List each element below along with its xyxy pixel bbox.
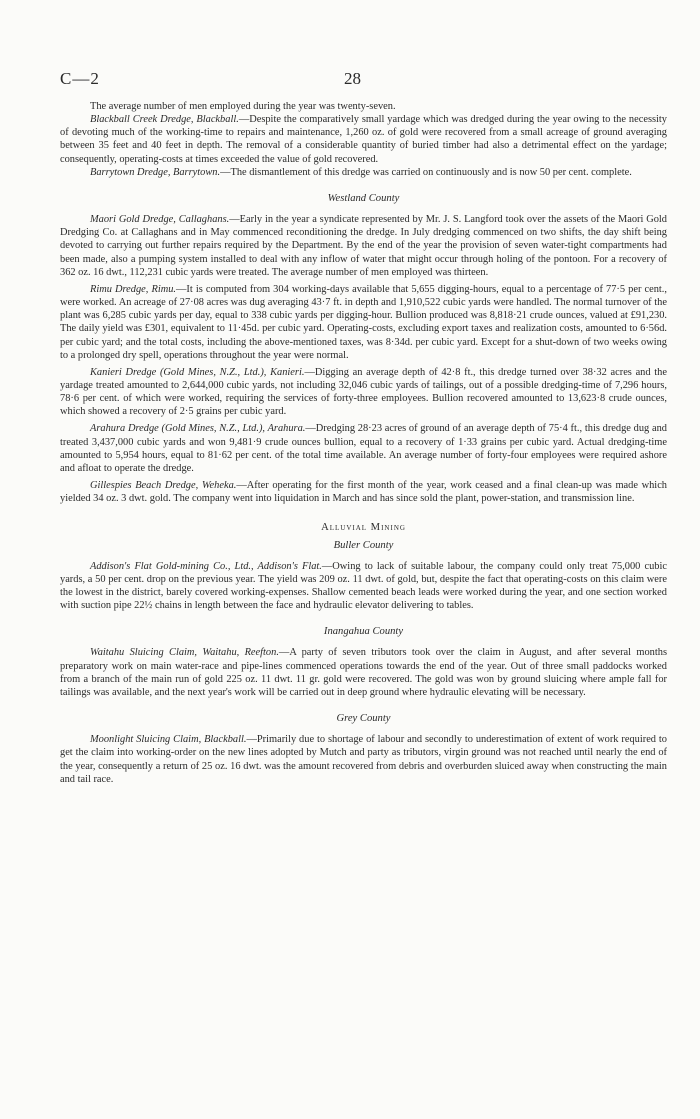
paragraph-text: —A party of seven tributors took over the claim in August, and after several months preparatory work on main water-race and pipe-lines commenced operations towards the end of the year. Out of three small paddocks worked from a branch of the main run of gold 225 oz. 11 dwt. 11 gr. gold were recovered. The gold was won by ground sluicing where ample fall for tailings was available, and the next year's work will be carried out in deep ground where hydraulic elevating will be necessary. [60,647,667,698]
paragraph-waitahu-sluicing-claim [60,646,667,699]
paragraph-title: Blackball Creek Dredge, Blackball. [90,114,239,126]
paragraph-text: —Dredging 28·23 acres of ground of an average depth of 75·4 ft., this dredge dug and treated 3,437,000 cubic yards and won 9,481·9 crude ounces bullion, equal to a recovery of 1·33 grains per cubic yard. Actual dredging-time amounted to 5,954 hours, equal to 81·62 per cent. of the total time available. An average number of forty-four employees were required ashore and afloat to operate the dredge. [60,423,667,474]
paragraph-title: Waitahu Sluicing Claim, Waitahu, Reefton. [90,647,279,659]
paragraph-title: Moonlight Sluicing Claim, Blackball. [90,734,247,746]
heading-inangahua-county: Inangahua County [323,626,404,638]
paragraph-text: —Despite the comparatively small yardage which was dredged during the year owing to the necessity of devoting much of the working-time to repairs and maintenance, 1,260 oz. of gold were recovered from a small acreage of ground averaging between 35 feet and 40 feet in depth. The removal of a considerable quantity of buried timber had also a detrimental effect on the yardage; consequently, operating-costs at times exceeded the value of gold recovered. [60,114,667,165]
paragraph-title: Maori Gold Dredge, Callaghans. [90,214,230,226]
paragraph-blackball-creek-dredge [60,113,667,166]
paragraph-text: —The dismantlement of this dredge was carried on continuously and is now 50 per cent. complete. [220,166,632,178]
document-body [60,100,667,786]
intro-paragraph: The average number of men employed during the year was twenty-seven. [90,101,396,112]
page-header [60,69,640,89]
heading-westland-county: Westland County [327,192,400,204]
paragraph-title: Rimu Dredge, Rimu. [90,283,177,295]
heading-alluvial-mining: Alluvial Mining [321,522,406,534]
document-code: C—2 [60,69,100,88]
paragraph-title: Arahura Dredge (Gold Mines, N.Z., Ltd.), Arahura. [90,423,306,435]
paragraph-text: —Early in the year a syndicate represented by Mr. J. S. Langford took over the assets of the Maori Gold Dredging Co. at Callaghans and in May commenced reconditioning the dredge. In July dredging commenced on two shifts, the day shift being devoted to carrying out further repairs required by the Department. By the end of the year the provision of seven water-tight compartments had been made, also a pumping system installed to deal with any inflow of water that might occur through holing of the pontoon. For a recovery of 362 oz. 16 dwt., 112,231 cubic yards were treated. The average number of men employed was thirteen. [60,214,667,278]
paragraph-text: —It is computed from 304 working-days available that 5,655 digging-hours, equal to a percentage of 77·5 per cent., were worked. An acreage of 27·08 acres was dug averaging 43·7 ft. in depth and 1,910,522 cubic yards were handled. The normal turnover of the plant was 6,285 cubic yards per day, equal to 338 cubic yards per digging-hour. Bullion produced was 8,818·21 crude ounces, valued at £91,230. The daily yield was £301, equivalent to 11·45d. per cubic yard. Operating-costs, excluding export taxes and realization costs, amounted to 6·56d. per cubic yard; and the total costs, including the above-mentioned taxes, was 8·34d. per cubic yard. Except for a shut-down of two weeks owing to a prolonged dry spell, operations throughout the year were normal. [60,283,667,361]
paragraph-text: —Owing to lack of suitable labour, the company could only treat 75,000 cubic yards, a 50 per cent. drop on the previous year. The yield was 209 oz. 11 dwt. of gold, but, despite the fact that operating-costs on this claim were the lowest in the district, barely covered working-expenses. Shallow cemented beach leads were worked during the year, and one section worked with suction pipe 22½ chains in length between the face and hydraulic elevator delivering to tables. [60,560,667,612]
paragraph-arahura-dredge [60,422,667,475]
heading-grey-county: Grey County [336,713,391,725]
paragraph-kanieri-dredge [60,366,667,419]
paragraph-moonlight-sluicing-claim [60,733,667,786]
paragraph-barrytown-dredge [60,166,667,179]
page-number: 28 [344,69,361,88]
paragraph-title: Kanieri Dredge (Gold Mines, N.Z., Ltd.), Kanieri. [90,366,305,378]
paragraph-gillespies-beach-dredge [60,479,667,505]
paragraph-maori-gold-dredge [60,213,667,279]
paragraph-title: Addison's Flat Gold-mining Co., Ltd., Addison's Flat. [90,560,322,572]
paragraph-text: —After operating for the first month of the year, work ceased and a final clean-up was made which yielded 34 oz. 3 dwt. gold. The company went into liquidation in March and has since sold the plant, power-station, and transmission line. [60,480,667,505]
paragraph-addisons-flat [60,560,667,613]
paragraph-title: Gillespies Beach Dredge, Weheka. [90,480,237,492]
paragraph-rimu-dredge [60,283,667,362]
paragraph-title: Barrytown Dredge, Barrytown. [90,166,221,178]
heading-buller-county: Buller County [333,539,394,551]
paragraph-text: —Digging an average depth of 42·8 ft., this dredge turned over 38·32 acres and the yardage treated amounted to 2,644,000 cubic yards, not including 32,046 cubic yards of tailings, out of a possible dredging-time of 7,296 hours, 78·6 per cent. of which were worked, requiring the services of forty-three employees. Bullion recovered amounted to 13,623·8 crude ounces, which showed a recovery of 2·5 grains per cubic yard. [60,366,667,418]
paragraph-text: —Primarily due to shortage of labour and secondly to underestimation of extent of work required to get the claim into working-order on the new lines adopted by Mutch and party as tributors, virgin ground was not reached until nearly the end of the year, consequently a return of 25 oz. 16 dwt. was the amount recovered from debris and overburden sluiced away when constructing the main and tail race. [60,734,667,785]
